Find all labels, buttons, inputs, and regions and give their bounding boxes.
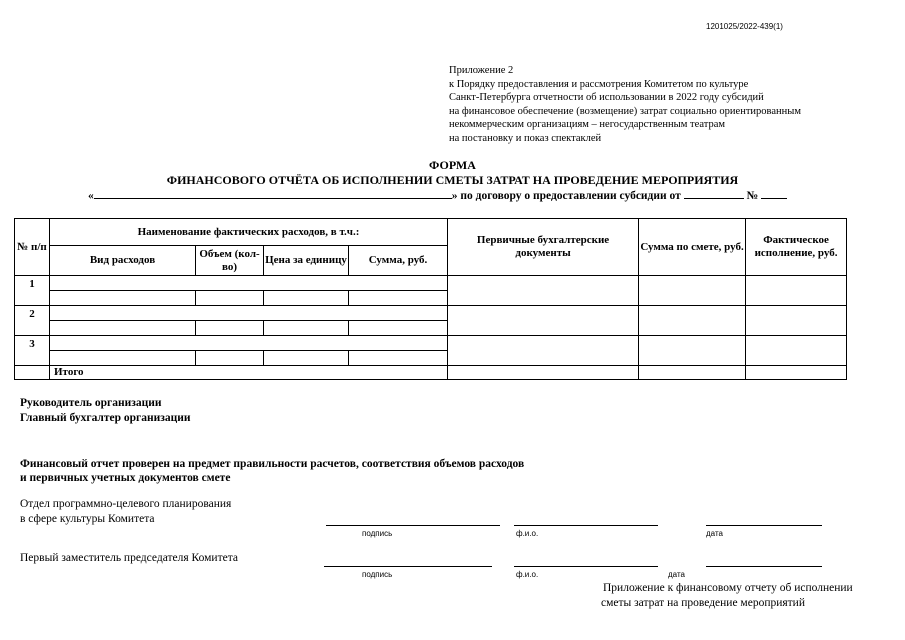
actual-cell[interactable] (746, 276, 847, 306)
type-cell[interactable] (50, 351, 196, 366)
type-cell[interactable] (50, 291, 196, 306)
document-number: 1201025/2022-439(1) (706, 22, 783, 31)
contract-number-blank[interactable] (761, 188, 787, 199)
actual-cell[interactable] (746, 306, 847, 336)
header-expenses-group: Наименование фактических расходов, в т.ч.: (50, 219, 448, 246)
actual-cell[interactable] (746, 336, 847, 366)
open-quote: « (88, 190, 94, 202)
header-volume: Объем (кол-во) (196, 246, 264, 276)
volume-cell[interactable] (196, 321, 264, 336)
row-number: 1 (15, 276, 50, 306)
department-line-2: в сфере культуры Комитета (20, 513, 155, 525)
contract-date-blank[interactable] (684, 188, 744, 199)
volume-cell[interactable] (196, 291, 264, 306)
header-price: Цена за единицу (264, 246, 349, 276)
header-expense-type: Вид расходов (50, 246, 196, 276)
volume-cell[interactable] (196, 351, 264, 366)
row-number: 2 (15, 306, 50, 336)
type-cell[interactable] (50, 321, 196, 336)
docs-cell[interactable] (448, 276, 639, 306)
fio-caption: ф.и.о. (516, 529, 539, 538)
footer-note-line-1: Приложение к финансовому отчету об исполнении (603, 582, 853, 594)
event-name-blank[interactable] (94, 188, 452, 199)
price-cell[interactable] (264, 291, 349, 306)
header-actual: Фактическое исполнение, руб. (746, 219, 847, 276)
total-label: Итого (50, 366, 448, 380)
fio-line[interactable] (514, 566, 658, 567)
expense-cell[interactable] (50, 336, 448, 351)
appendix-line: к Порядку предоставления и рассмотрения Комитетом по культуре (449, 78, 749, 90)
signature-caption: подпись (362, 570, 393, 579)
deputy-chairman: Первый заместитель председателя Комитета (20, 552, 238, 564)
sum-cell[interactable] (349, 351, 448, 366)
form-subtitle: ФИНАНСОВОГО ОТЧЁТА ОБ ИСПОЛНЕНИИ СМЕТЫ ЗАТРАТ НА ПРОВЕДЕНИЕ МЕРОПРИЯТИЯ (166, 173, 739, 187)
date-caption: дата (668, 570, 685, 579)
price-cell[interactable] (264, 351, 349, 366)
contract-text: » по договору о предоставлении субсидии от (451, 190, 681, 202)
department-line-1: Отдел программно-целевого планирования (20, 498, 232, 510)
fio-line[interactable] (514, 525, 658, 526)
sum-cell[interactable] (349, 291, 448, 306)
form-title: ФОРМА (429, 158, 476, 172)
row-number: 3 (15, 336, 50, 366)
chief-accountant: Главный бухгалтер организации (20, 412, 191, 424)
date-line[interactable] (706, 525, 822, 526)
verification-line-1: Финансовый отчет проверен на предмет правильности расчетов, соответствия объемов расходов (20, 458, 525, 470)
header-num: № п/п (15, 219, 50, 276)
signature-line[interactable] (324, 566, 492, 567)
total-docs-cell[interactable] (448, 366, 639, 380)
fio-caption: ф.и.о. (516, 570, 539, 579)
total-actual-cell[interactable] (746, 366, 847, 380)
appendix-header (449, 64, 801, 145)
total-estimate-cell[interactable] (639, 366, 746, 380)
expense-cell[interactable] (50, 276, 448, 291)
header-sum: Сумма, руб. (349, 246, 448, 276)
estimate-cell[interactable] (639, 306, 746, 336)
appendix-line: некоммерческим организациям – негосударственным театрам (449, 119, 726, 130)
verification-line-2: и первичных учетных документов смете (20, 472, 231, 484)
footer-note-line-2: сметы затрат на проведение мероприятий (601, 597, 805, 609)
financial-report-table (14, 218, 847, 380)
head-of-organization: Руководитель организации (20, 397, 162, 409)
number-sign: № (746, 190, 759, 202)
header-estimate: Сумма по смете, руб. (639, 219, 746, 276)
appendix-line: на постановку и показ спектаклей (449, 132, 602, 144)
docs-cell[interactable] (448, 336, 639, 366)
date-caption: дата (706, 529, 723, 538)
appendix-line: Санкт-Петербурга отчетности об использовании в 2022 году субсидий (449, 92, 764, 103)
price-cell[interactable] (264, 321, 349, 336)
date-line[interactable] (706, 566, 822, 567)
estimate-cell[interactable] (639, 336, 746, 366)
total-num-cell (15, 366, 50, 380)
appendix-line: Приложение 2 (449, 65, 514, 76)
appendix-line: на финансовое обеспечение (возмещение) затрат социально ориентированным (449, 105, 801, 117)
sum-cell[interactable] (349, 321, 448, 336)
signature-caption: подпись (362, 529, 393, 538)
contract-line (88, 188, 787, 202)
header-docs: Первичные бухгалтерские документы (448, 219, 639, 276)
estimate-cell[interactable] (639, 276, 746, 306)
expense-cell[interactable] (50, 306, 448, 321)
signature-line[interactable] (326, 525, 500, 526)
docs-cell[interactable] (448, 306, 639, 336)
